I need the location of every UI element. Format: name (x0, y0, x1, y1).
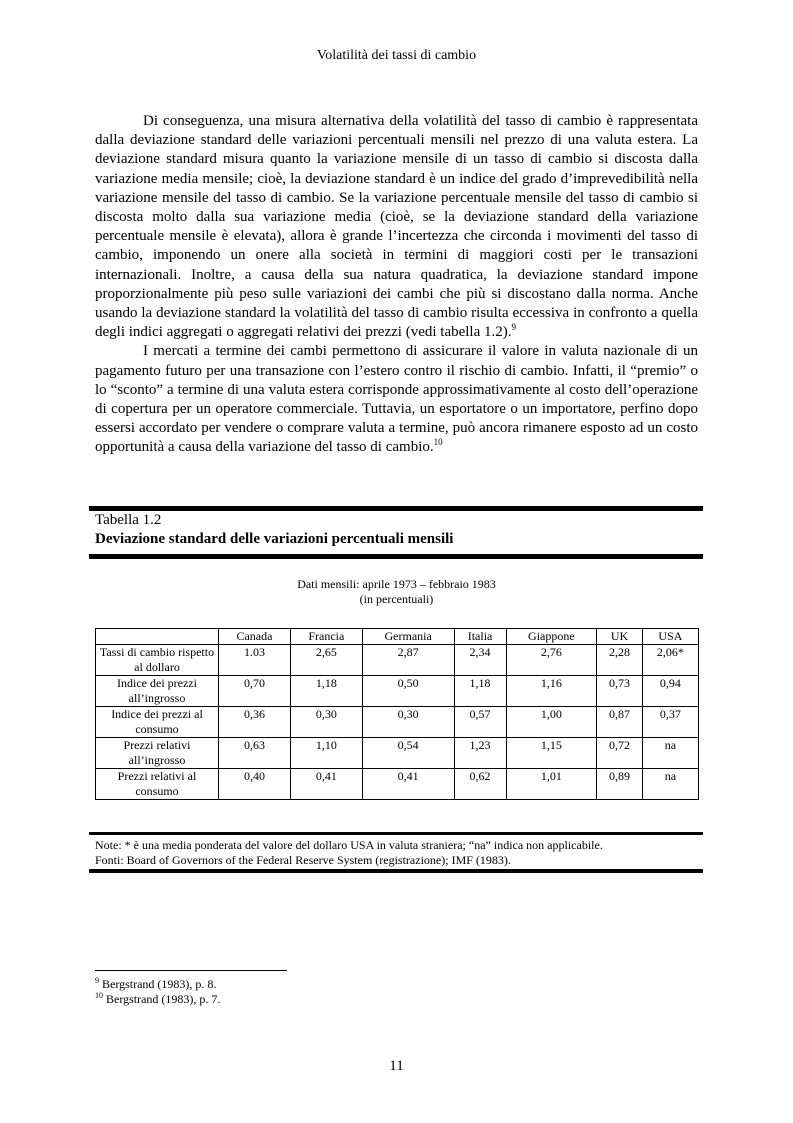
table-cell: 0,87 (597, 707, 643, 738)
footnote-ref-10[interactable]: 10 (433, 437, 443, 448)
table-title: Deviazione standard delle variazioni percentuali mensili (95, 531, 454, 547)
paragraph-1-text: Di conseguenza, una misura alternativa della volatilità del tasso di cambio è rappresentata dalla deviazione standard delle variazioni percentuali mensili nel prezzo di una valuta estera. La deviazione standard misura quanto la variazione mensile di un tasso di cambio si discosta dalla variazione media mensile; cioè, la deviazione standard è un indice del grado d’imprevedibilità nella variazione mensile del tasso di cambio. Se la variazione percentuale mensile del tasso di cambio si discosta molto dalla sua variazione media (cioè, se la deviazione standard della variazione percentuale mensile è elevata), allora è grande l’incertezza che circonda i movimenti del tasso di cambio, imponendo un onere alla società in termini di maggiori costi per le transazioni internazionali. Inoltre, a causa della sua natura quadratica, la deviazione standard impone proporzionalmente più peso sulle variazioni dei cambi che più si discostano dalla norma. Anche usando la deviazione standard la volatilità del tasso di cambio risulta eccessiva in confronto a quella degli indici aggregati o aggregati relativi dei prezzi (vedi tabella 1.2). (95, 113, 698, 341)
table-subtitle-line-2: (in percentuali) (359, 592, 434, 606)
column-header: USA (642, 629, 698, 645)
table-cell: 1,18 (454, 676, 506, 707)
table-cell: 1,01 (506, 769, 597, 800)
footnote-9 (95, 977, 220, 992)
footnote-text: Bergstrand (1983), p. 8. (102, 977, 217, 991)
column-header: Italia (454, 629, 506, 645)
data-table (95, 628, 699, 800)
table-row (96, 738, 699, 769)
row-label: Indice dei prezzi al consumo (96, 707, 219, 738)
footnotes (95, 977, 220, 1007)
table-cell: 0,94 (642, 676, 698, 707)
table-cell: 0,41 (290, 769, 362, 800)
column-header: UK (597, 629, 643, 645)
table-cell: 0,72 (597, 738, 643, 769)
footnote-text: Bergstrand (1983), p. 7. (106, 992, 221, 1006)
table-row (96, 707, 699, 738)
table-cell: 0,50 (362, 676, 454, 707)
column-header: Giappone (506, 629, 597, 645)
table-cell: 2,87 (362, 645, 454, 676)
table-source: Fonti: Board of Governors of the Federal Reserve System (registrazione); IMF (1983). (95, 853, 511, 867)
row-label: Indice dei prezzi all’ingrosso (96, 676, 219, 707)
table-cell: 2,76 (506, 645, 597, 676)
table-note: Note: * è una media ponderata del valore del dollaro USA in valuta straniera; “na” indica non applicabile. (95, 838, 603, 852)
table-cell: na (642, 769, 698, 800)
table-cell: 0,30 (290, 707, 362, 738)
paragraph-2-text: I mercati a termine dei cambi permettono di assicurare il valore in valuta nazionale di un pagamento futuro per una transazione con l’estero contro il rischio di cambio. Infatti, il “premio” o lo “sconto” a termine di una valuta estera corrisponde approssimativamente al costo dell’operazione di copertura per un operatore commerciale. Tuttavia, un esportatore o un importatore, perfino dopo essersi accordato per vendere o comprare valuta a termine, può ancora rimanere esposto ad un costo opportunità a causa della variazione del tasso di cambio. (95, 343, 698, 456)
table-cell: 1,15 (506, 738, 597, 769)
row-label: Prezzi relativi all’ingrosso (96, 738, 219, 769)
footnote-10 (95, 992, 220, 1007)
page-number: 11 (389, 1058, 404, 1074)
table-title-rule (89, 554, 703, 559)
table-number: Tabella 1.2 (95, 512, 162, 528)
table-cell: 0,63 (219, 738, 291, 769)
table-cell: 1,16 (506, 676, 597, 707)
column-header: Francia (290, 629, 362, 645)
footnote-separator (95, 970, 287, 971)
table-row (96, 645, 699, 676)
table-cell: na (642, 738, 698, 769)
paragraph-2 (95, 342, 698, 457)
running-header: Volatilità dei tassi di cambio (316, 48, 477, 63)
footnote-number: 10 (95, 991, 103, 1000)
table-subtitle (95, 577, 698, 607)
footnote-number: 9 (95, 976, 99, 985)
row-label: Tassi di cambio rispetto al dollaro (96, 645, 219, 676)
table-cell: 0,40 (219, 769, 291, 800)
table-notes (95, 838, 603, 868)
table-cell: 0,57 (454, 707, 506, 738)
row-label: Prezzi relativi al consumo (96, 769, 219, 800)
table-cell: 2,28 (597, 645, 643, 676)
table-cell: 0,62 (454, 769, 506, 800)
table-cell: 2,34 (454, 645, 506, 676)
column-header: Germania (362, 629, 454, 645)
table-cell: 1,18 (290, 676, 362, 707)
table-cell: 0,54 (362, 738, 454, 769)
table-cell: 0,41 (362, 769, 454, 800)
table-cell: 1,23 (454, 738, 506, 769)
table-cell: 1.03 (219, 645, 291, 676)
table-cell: 0,89 (597, 769, 643, 800)
table-cell: 2,65 (290, 645, 362, 676)
table-cell: 0,73 (597, 676, 643, 707)
table-cell: 1,10 (290, 738, 362, 769)
table-top-rule (89, 506, 703, 511)
table-cell: 2,06* (642, 645, 698, 676)
paragraph-1 (95, 112, 698, 342)
table-row (96, 676, 699, 707)
column-header (96, 629, 219, 645)
table-subtitle-line-1: Dati mensili: aprile 1973 – febbraio 1983 (297, 577, 496, 591)
table-cell: 0,70 (219, 676, 291, 707)
table-row (96, 769, 699, 800)
table-cell: 0,36 (219, 707, 291, 738)
table-header-row (96, 629, 699, 645)
table-cell: 1,00 (506, 707, 597, 738)
table-cell: 0,30 (362, 707, 454, 738)
notes-bottom-rule (89, 869, 703, 873)
notes-top-rule (89, 832, 703, 835)
table-cell: 0,37 (642, 707, 698, 738)
body-text (95, 112, 698, 458)
column-header: Canada (219, 629, 291, 645)
footnote-ref-9[interactable]: 9 (511, 322, 516, 333)
